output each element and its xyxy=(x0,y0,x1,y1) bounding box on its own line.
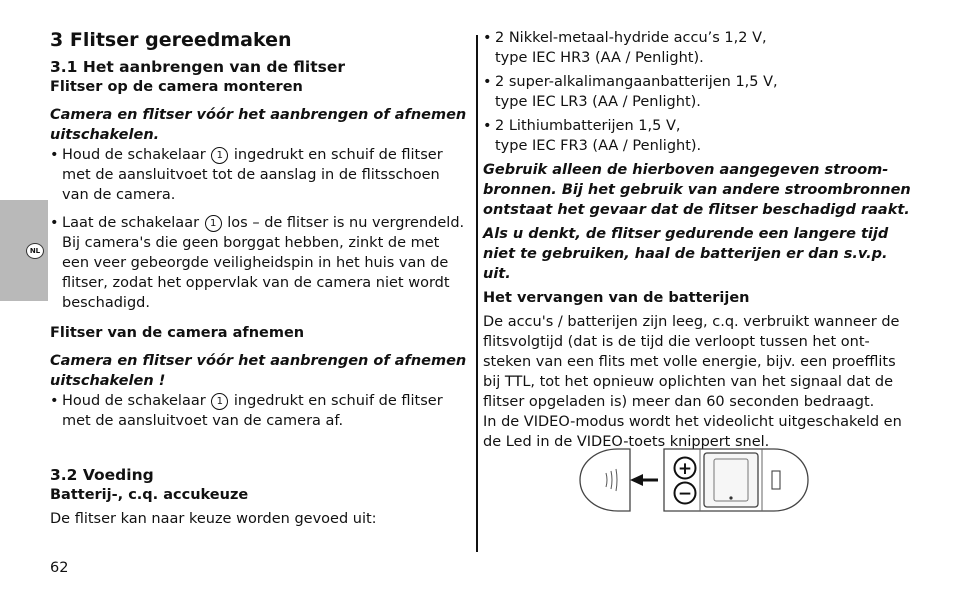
mount-step-1-text-b: ingedrukt en schuif de flitser met de aansluitvoet tot de aanslag in de flitsschoen van de camera. xyxy=(62,147,443,203)
left-column xyxy=(50,28,470,529)
battery-plus-label: + xyxy=(677,459,693,479)
page-number: 62 xyxy=(50,560,69,576)
mount-step-1-text-a: Houd de schakelaar xyxy=(62,147,211,163)
remove-warning: Camera en flitser vóór het aanbrengen of afnemen uitschakelen ! xyxy=(50,353,467,389)
remove-heading: Flitser van de camera afnemen xyxy=(50,325,305,341)
switch-1-icon: 1 xyxy=(211,147,228,164)
battery-compartment-illustration xyxy=(578,445,810,515)
battery-option-line-2: type IEC FR3 (AA / Penlight). xyxy=(495,138,702,154)
power-source-warning: Gebruik alleen de hierboven aangegeven stroom-bronnen. Bij het gebruik van andere stroombronnen ontstaat het gevaar dat de flitser beschadigd raakt. xyxy=(483,162,911,218)
battery-plus-icon xyxy=(675,458,696,480)
mount-step-2-text-a: Laat de schakelaar xyxy=(62,215,204,231)
storage-warning: Als u denkt, de flitser gedurende een langere tijd niet te gebruiken, haal de batterijen er dan s.v.p. uit. xyxy=(483,226,889,282)
mount-step-1 xyxy=(50,145,470,205)
remove-step-1-text-b: ingedrukt en schuif de flitser met de aansluitvoet van de camera af. xyxy=(62,393,443,429)
battery-option-line-1: • 2 Nikkel-metaal-hydride accu’s 1,2 V, xyxy=(495,30,767,46)
section-heading-3-2: 3.2 Voeding xyxy=(50,466,154,484)
right-column xyxy=(483,28,913,452)
mount-warning: Camera en flitser vóór het aanbrengen of afnemen uitschakelen. xyxy=(50,107,467,143)
battery-cover xyxy=(580,449,630,511)
mount-step-2-text-b: los – de flitser is nu vergrendeld. Bij camera's die geen borggat hebben, zinkt de met een veer gebeorgde veiligheidspin in het huis van de flitser, zodat het oppervlak van de camera niet wordt beschadigd. xyxy=(62,215,465,311)
section-heading-3-1: 3.1 Het aanbrengen van de flitser xyxy=(50,58,346,76)
chapter-title: 3 Flitser gereedmaken xyxy=(50,29,292,51)
battery-option-line-2: type IEC LR3 (AA / Penlight). xyxy=(495,94,701,110)
battery-minus-label: − xyxy=(677,484,693,504)
switch-1-icon: 1 xyxy=(205,215,222,232)
mount-step-2 xyxy=(50,213,470,313)
mount-heading: Flitser op de camera monteren xyxy=(50,79,303,95)
video-mode-text: In de VIDEO-modus wordt het videolicht uitgeschakeld en de Led in de VIDEO-toets knippert snel. xyxy=(483,414,902,450)
battery-option xyxy=(483,72,913,112)
battery-minus-icon xyxy=(675,483,696,505)
replace-batteries-heading: Het vervangen van de batterijen xyxy=(483,290,750,306)
battery-intro: De flitser kan naar keuze worden gevoed uit: xyxy=(50,511,377,527)
remove-step-1-text-a: Houd de schakelaar xyxy=(62,393,211,409)
battery-option xyxy=(483,28,913,68)
battery-option-line-2: type IEC HR3 (AA / Penlight). xyxy=(495,50,704,66)
column-divider xyxy=(476,35,478,552)
battery-option xyxy=(483,116,913,156)
remove-step-1 xyxy=(50,391,470,431)
battery-option-line-1: • 2 super-alkalimangaanbatterijen 1,5 V, xyxy=(495,74,778,90)
switch-1-icon: 1 xyxy=(211,393,228,410)
replace-batteries-text: De accu's / batterijen zijn leeg, c.q. verbruikt wanneer de flitsvolgtijd (dat is de tijd die verloopt tussen het ont-steken van een flits met volle energie, bijv. een proefflits bij TTL, tot het opnieuw oplichten van het signaal dat de flitser opgeladen is) meer dan 60 seconden bedraagt. xyxy=(483,314,900,410)
language-badge: NL xyxy=(26,243,44,259)
battery-option-line-1: • 2 Lithiumbatterijen 1,5 V, xyxy=(495,118,681,134)
battery-choice-heading: Batterij-, c.q. accukeuze xyxy=(50,487,249,503)
arrow-left-icon xyxy=(630,474,658,486)
